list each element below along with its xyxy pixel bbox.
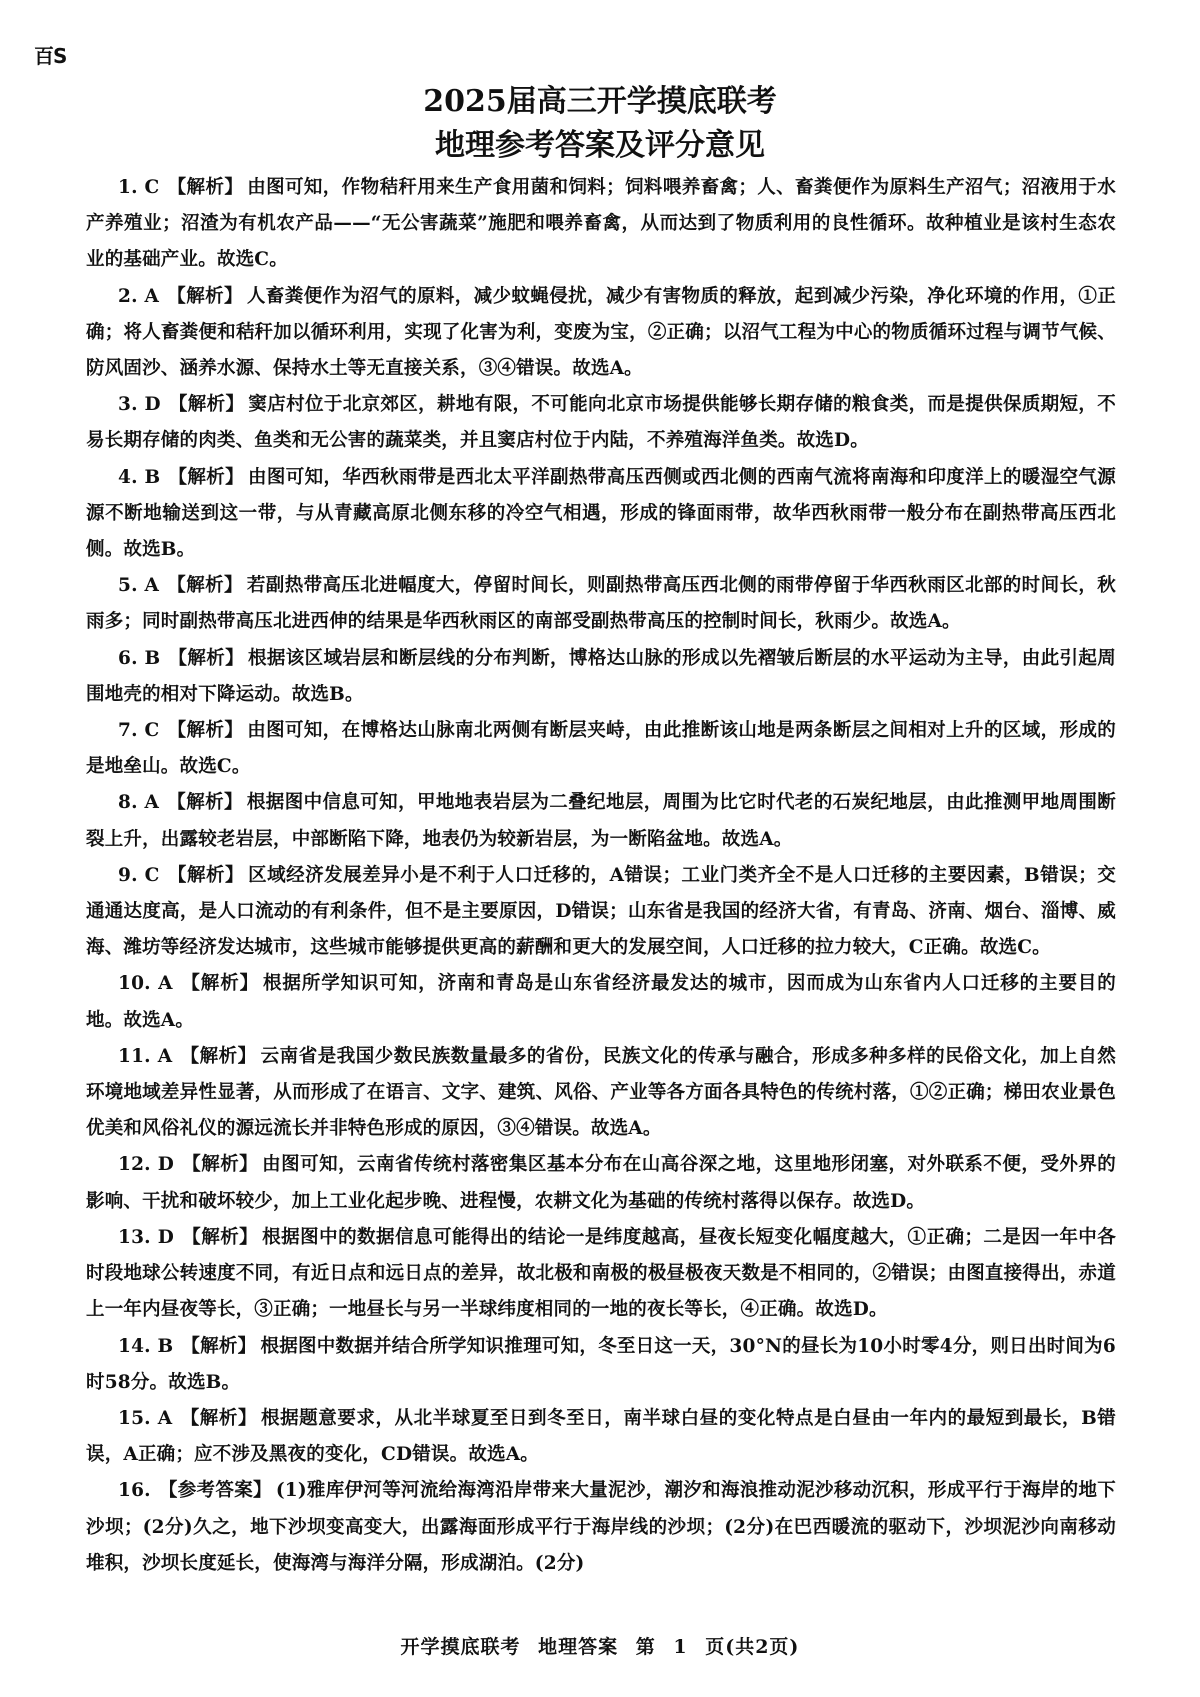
question-number: 5. A <box>118 575 160 597</box>
answer-text: 由图可知，在博格达山脉南北两侧有断层夹峙，由此推断该山地是两条断层之间相对上升的区域，形成的是地垒山。故选C。 <box>86 720 1116 778</box>
answer-text: 根据图中数据并结合所学知识推理可知，冬至日这一天，30°N的昼长为10小时零4分，则日出时间为6时58分。故选B。 <box>86 1335 1116 1393</box>
question-number: 8. A <box>118 792 160 814</box>
answer-text: 区域经济发展差异小是不利于人口迁移的，A错误；工业门类齐全不是人口迁移的主要因素，B错误；交通通达度高，是人口流动的有利条件，但不是主要原因，D错误；山东省是我国的经济大省，有青岛、济南、烟台、淄博、威海、潍坊等经济发达城市，这些城市能够提供更高的薪酬和更大的发展空间，人口迁移的拉力较大，C正确。故选C。 <box>86 864 1116 959</box>
answer-text: 根据该区域岩层和断层线的分布判断，博格达山脉的形成以先褶皱后断层的水平运动为主导，由此引起周围地壳的相对下降运动。故选B。 <box>86 647 1116 705</box>
question-number: 13. D <box>118 1226 174 1248</box>
analysis-tag: 【解析】 <box>168 394 245 416</box>
answer-text: 云南省是我国少数民族数量最多的省份，民族文化的传承与融合，形成多种多样的民俗文化，加上自然环境地域差异性显著，从而形成了在语言、文字、建筑、风俗、产业等各方面各具特色的传统村落，①②正确；梯田农业景色优美和风俗礼仪的源远流长并非特色形成的原因，③④错误。故选A。 <box>86 1045 1116 1140</box>
question-number: 16. <box>118 1480 151 1502</box>
question-number: 4. B <box>118 466 161 488</box>
question-number: 15. A <box>118 1407 173 1429</box>
answer-text: 根据题意要求，从北半球夏至日到冬至日，南半球白昼的变化特点是白昼由一年内的最短到最长，B错误，A正确；应不涉及黑夜的变化，CD错误。故选A。 <box>86 1407 1117 1466</box>
answer-text: (1)雅库伊河等河流给海湾沿岸带来大量泥沙，潮汐和海浪推动泥沙移动沉积，形成平行于海岸的地下沙坝；(2分)久之，地下沙坝变高变大，出露海面形成平行于海岸线的沙坝；(2分)在巴西暖流的驱动下，沙坝泥沙向南移动堆积，沙坝长度延长，使海湾与海洋分隔，形成湖泊。(2分) <box>86 1480 1116 1574</box>
answer-text: 根据所学知识可知，济南和青岛是山东省经济最发达的城市，因而成为山东省内人口迁移的主要目的地。故选A。 <box>86 973 1116 1031</box>
answer-item <box>86 641 1116 713</box>
answer-item <box>86 568 1116 640</box>
answer-item <box>86 713 1116 785</box>
analysis-tag: 【解析】 <box>180 1407 258 1429</box>
page-footer: 开学摸底联考 地理答案 第 1 页(共2页) <box>400 1636 800 1658</box>
answer-text: 由图可知，华西秋雨带是西北太平洋副热带高压西侧或西北侧的西南气流将南海和印度洋上的暖湿空气源源不断地输送到这一带，与从青藏高原北侧东移的冷空气相遇，形成的锋面雨带，故华西秋雨带一般分布在副热带高压西北侧。故选B。 <box>86 466 1116 561</box>
question-number: 14. B <box>118 1335 174 1357</box>
answer-item <box>86 858 1116 967</box>
question-number: 2. A <box>118 285 160 307</box>
answer-text: 根据图中的数据信息可能得出的结论一是纬度越高，昼夜长短变化幅度越大，①正确；二是因一年中各时段地球公转速度不同，有近日点和远日点的差异，故北极和南极的极昼极夜天数是不相同的，②错误；由图直接得出，赤道上一年内昼夜等长，③正确；一地昼长与另一半球纬度相同的一地的夜长等长，④正确。故选D。 <box>86 1226 1116 1321</box>
analysis-tag: 【解析】 <box>168 466 245 488</box>
question-number: 7. C <box>118 720 160 742</box>
analysis-tag: 【解析】 <box>167 177 244 198</box>
question-number: 10. A <box>118 973 173 995</box>
answer-tag: 【参考答案】 <box>158 1480 272 1502</box>
analysis-tag: 【解析】 <box>168 647 245 669</box>
answer-item <box>86 1147 1116 1219</box>
question-number: 11. A <box>118 1045 173 1067</box>
answer-text: 根据图中信息可知，甲地地表岩层为二叠纪地层，周围为比它时代老的石炭纪地层，由此推测甲地周围断裂上升，出露较老岩层，中部断陷下降，地表仍为较新岩层，为一断陷盆地。故选A。 <box>86 792 1116 850</box>
answer-list <box>86 170 1116 1582</box>
question-number: 3. D <box>118 394 161 416</box>
answer-item <box>86 1329 1116 1401</box>
answer-text: 由图可知，云南省传统村落密集区基本分布在山高谷深之地，这里地形闭塞，对外联系不便，受外界的影响、干扰和破坏较少，加上工业化起步晚、进程慢，农耕文化为基础的传统村落得以保存。故选D。 <box>86 1154 1116 1212</box>
question-number: 6. B <box>118 647 161 669</box>
answer-item <box>86 460 1116 569</box>
analysis-tag: 【解析】 <box>181 1154 259 1176</box>
answer-item <box>86 279 1116 388</box>
answer-text: 若副热带高压北进幅度大，停留时间长，则副热带高压西北侧的雨带停留于华西秋雨区北部的时间长，秋雨多；同时副热带高压北进西伸的结果是华西秋雨区的南部受副热带高压的控制时间长，秋雨少。故选A。 <box>86 575 1116 633</box>
publisher-logo: 百S <box>34 44 67 68</box>
analysis-tag: 【解析】 <box>167 720 244 742</box>
answer-text: 人畜粪便作为沼气的原料，减少蚊蝇侵扰，减少有害物质的释放，起到减少污染，净化环境的作用，①正确；将人畜粪便和秸秆加以循环利用，实现了化害为利，变废为宝，②正确；以沼气工程为中心的物质循环过程与调节气候、防风固沙、涵养水源、保持水土等无直接关系，③④错误。故选A。 <box>86 285 1116 380</box>
analysis-tag: 【解析】 <box>180 973 259 995</box>
question-number: 12. D <box>118 1154 174 1176</box>
page-subtitle: 地理参考答案及评分意见 <box>435 128 765 163</box>
answer-item <box>86 1401 1116 1473</box>
analysis-tag: 【解析】 <box>167 575 243 597</box>
answer-item <box>86 1039 1116 1148</box>
analysis-tag: 【解析】 <box>167 792 243 814</box>
answer-item <box>86 1220 1116 1329</box>
answer-item <box>86 785 1116 857</box>
analysis-tag: 【解析】 <box>181 1335 257 1357</box>
answer-item <box>86 387 1116 459</box>
analysis-tag: 【解析】 <box>167 285 243 307</box>
page-title: 2025届高三开学摸底联考 <box>423 84 777 119</box>
answer-text: 窦店村位于北京郊区，耕地有限，不可能向北京市场提供能够长期存储的粮食类，而是提供保质期短，不易长期存储的肉类、鱼类和无公害的蔬菜类，并且窦店村位于内陆，不养殖海洋鱼类。故选D。 <box>86 394 1116 452</box>
answer-item <box>86 1473 1116 1582</box>
answer-item <box>86 170 1116 279</box>
question-number: 9. C <box>118 864 160 886</box>
analysis-tag: 【解析】 <box>167 864 245 886</box>
analysis-tag: 【解析】 <box>181 1226 259 1248</box>
answer-item <box>86 966 1116 1038</box>
analysis-tag: 【解析】 <box>180 1045 257 1067</box>
header <box>0 82 1200 170</box>
answer-text: 由图可知，作物秸秆用来生产食用菌和饲料；饲料喂养畜禽；人、畜粪便作为原料生产沼气；沼液用于水产养殖业；沼渣为有机农产品——“无公害蔬菜”施肥和喂养畜禽，从而达到了物质利用的良性循环。故种植业是该村生态农业的基础产业。故选C。 <box>86 177 1116 271</box>
question-number: 1. C <box>118 177 160 198</box>
